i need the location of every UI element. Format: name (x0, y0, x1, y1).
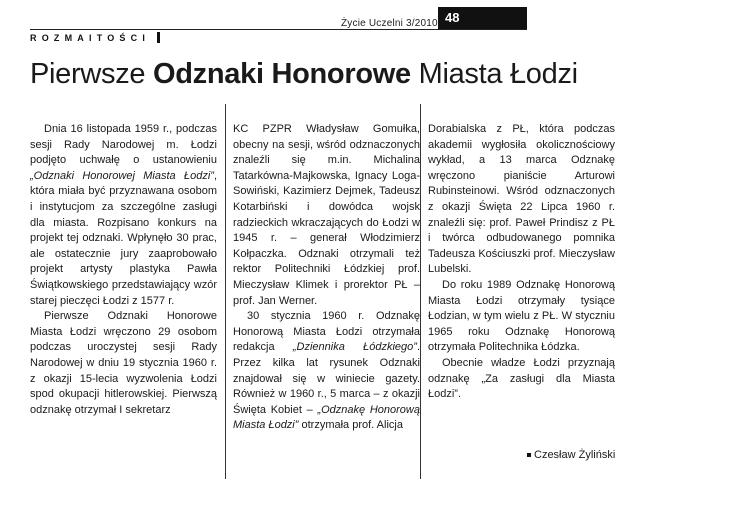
italic-run: „Odznakę Honorową Miasta Łodzi” (233, 403, 420, 432)
section-label: ROZMAITOŚCI (30, 33, 151, 43)
paragraph: Dorabialska z PŁ, która podczas akademii wygłosiła okolicznościowy wykład, a 13 marca Odznakę wręczono pianiście Arturowi Rubinsteinowi. Wśród odznaczonych z okazji Święta 22 Lipca 1960 r. znaleźli się: prof. Paweł Prindisz z PŁ i twórca odbudowanego pomnika Tadeusza Kościuszki prof. Mieczysław Lubelski. (428, 123, 615, 276)
text-run: . Przez kilka lat rysunek Odznaki znajdował się w winiecie gazety. Również w 1960 r., 5 marca – z okazji Święta Kobiet – (233, 341, 420, 416)
title-part2: Miasta Łodzi (410, 58, 578, 90)
text-run: , która miała być przyznawana osobom i instytucjom za szczególne zasługi dla miasta. Rozpisano konkurs na projekt tej odznaki. Wpłynęło 30 prac, ale ostatecznie jury zaaprobowało projekt artysty plastyka Pawła Świątkowskiego przedstawiający wzór starej pieczęci Łodzi z 1577 r. (30, 169, 217, 307)
author-signature (527, 449, 615, 461)
header-rule (30, 29, 527, 30)
paragraph: Pierwsze Odznaki Honorowe Miasta Łodzi wręczono 29 osobom podczas uroczystej sesji Rady Narodowej w dniu 19 stycznia 1960 r. z okazji 15-lecia wyzwolenia Łodzi spod okupacji hitlerowskiej. Pierwszą odznakę otrzymał I sekretarz (30, 310, 217, 416)
paragraph: Do roku 1989 Odznakę Honorową Miasta Łodzi otrzymały tysiące Łodzian, w tym wielu z PŁ. W styczniu 1965 roku Odznakę Honorową otrzymała Politechnika Łódzka. (428, 278, 615, 354)
column-divider (420, 104, 421, 479)
paragraph: Obecnie władze Łodzi przyznają odznakę „Za zasługi dla Miasta Łodzi”. (428, 356, 615, 401)
column-1 (30, 122, 217, 418)
author-bullet (527, 453, 531, 457)
italic-run: „Dziennika Łódzkiego” (292, 341, 417, 354)
paragraph (233, 309, 420, 434)
italic-run: „Odznaki Honorowej Miasta Łodzi” (30, 169, 214, 182)
title-bold: Odznaki Honorowe (153, 58, 411, 90)
text-run: Dnia 16 listopada 1959 r., podczas sesji Rady Narodowej m. Łodzi podjęto uchwałę o ustanowieniu (30, 123, 217, 167)
page-number: 48 (438, 7, 527, 29)
column-divider (225, 104, 226, 479)
paragraph: KC PZPR Władysław Gomułka, obecny na sesji, wśród odznaczonych znaleźli się m.in. Michalina Tatarkówna-Majkowska, Ignacy Loga-Sowiński, Kazimierz Dejmek, Tadeusz Kotarbiński i dowódca wojsk radzieckich wkraczających do Łodzi w 1945 r. – generał Włodzimierz Kołpaczka. Odznaki otrzymali też rektor Politechniki Łódzkiej prof. Mieczysław Klimek i prorektor PŁ – prof. Jan Werner. (233, 123, 420, 307)
article-title (30, 58, 578, 91)
issue-label: Życie Uczelni 3/2010 (341, 18, 438, 29)
column-3 (428, 122, 615, 403)
text-run: 30 stycznia 1960 r. Odznakę Honorową Miasta Łodzi otrzymała redakcja (233, 310, 420, 354)
title-part1: Pierwsze (30, 58, 153, 90)
text-run: otrzymała prof. Alicja (298, 419, 403, 432)
column-2 (233, 122, 420, 434)
author-name: Czesław Żyliński (534, 449, 616, 461)
section-marker (157, 32, 160, 43)
paragraph (30, 122, 217, 309)
